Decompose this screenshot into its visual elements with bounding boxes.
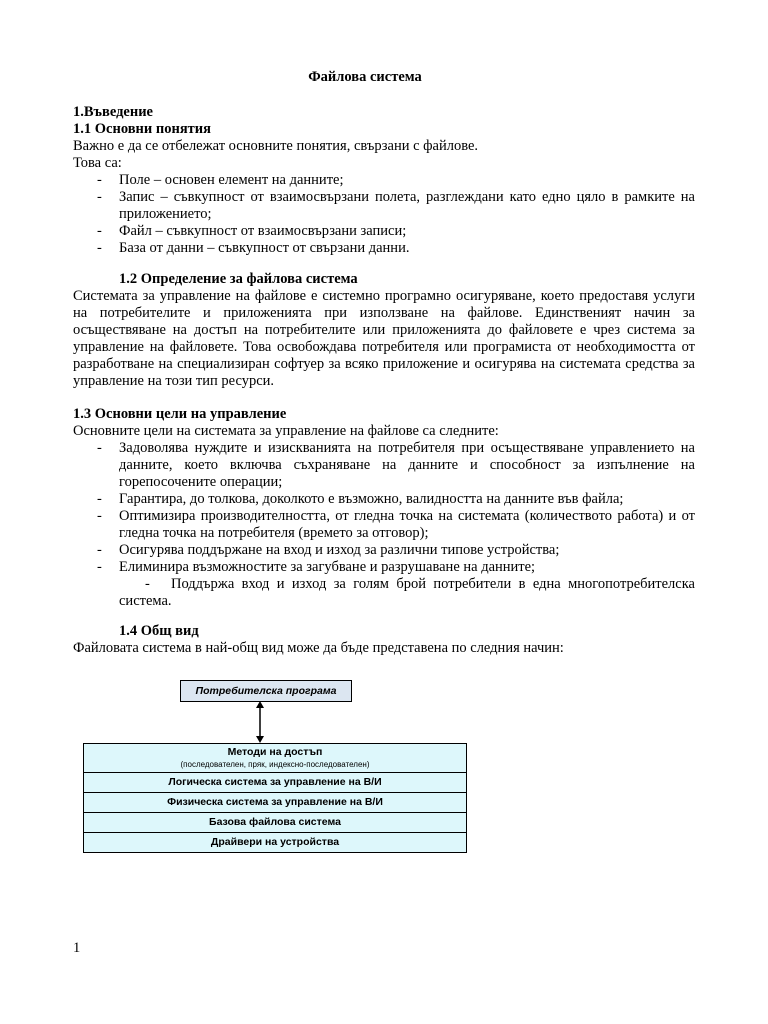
section-1-4 [73,623,695,657]
section-1-2-heading: 1.2 Определение за файлова система [119,271,358,287]
list-item: - Задоволява нуждите и изискванията на потребителя при осъществяване управлението на данните, което включва съхраняване на данните и способност за изпълнение на горепосочените операции; [73,440,695,491]
page-number: 1 [73,940,81,956]
section-1-2-text: Системата за управление на файлове е системно програмно осигуряване, което предоставя услуги на потребителите и приложенията при използване на файлове. Единственият начин за осъществяване на достъп на потребителите или приложенията до файловете е чрез система за управление на файловете. Това освобождава потребителя или програмиста от необходимостта от разработване на специализиран софтуер за всяко приложение и осигурява на системата средства за управление на този тип ресурси. [73,288,695,389]
sub-list-item-text: Поддържа вход и изход за голям брой потребители в една многопотребителска система. [119,576,695,609]
access-methods-sublabel: (последователен, пряк, индексно-последователен) [180,760,370,769]
basic-fs-box: Базова файлова система [83,812,467,833]
section-1-3 [73,406,695,610]
document-title: Файлова система [308,69,422,85]
access-methods-box [83,743,467,773]
section-1-1-lead: Това са: [73,155,122,171]
section-1-1-intro: Важно е да се отбележат основните понятия, свързани с файлове. [73,138,479,154]
goals-list [73,440,695,576]
access-methods-label: Методи на достъп [227,746,323,758]
list-item: - База от данни – съвкупност от свързани данни. [73,240,695,257]
section-1-4-heading: 1.4 Общ вид [119,623,199,639]
device-drivers-box: Драйвери на устройства [83,832,467,853]
list-item: - Запис – съвкупност от взаимосвързани полета, разглеждани като едно цяло в рамките на приложението; [73,189,695,223]
section-1-4-text: Файловата система в най-общ вид може да бъде представена по следния начин: [73,640,564,656]
list-item: - Файл – съвкупност от взаимосвързани записи; [73,223,695,240]
section-1-heading: 1.Въведение [73,104,153,120]
list-item: - Оптимизира производителността, от гледна точка на системата (количеството работа) и от гледна точка на потребителя (времето за отговор); [73,508,695,542]
bidirectional-arrow-icon [250,700,270,744]
sub-list-item [73,576,695,610]
section-1-3-intro: Основните цели на системата за управление на файлове са следните: [73,423,499,439]
section-1-intro [73,104,695,257]
concepts-list [73,172,695,257]
sub-list-dash: - [145,576,150,592]
list-item: - Елиминира възможностите за загубване и разрушаване на данните; [73,559,695,576]
physical-io-box: Физическа система за управление на В/И [83,792,467,813]
list-item: - Гарантира, до толкова, доколкото е възможно, валидността на данните във файла; [73,491,695,508]
list-item: - Поле – основен елемент на данните; [73,172,695,189]
section-1-3-heading: 1.3 Основни цели на управление [73,406,287,422]
list-item: - Осигурява поддържане на вход и изход за различни типове устройства; [73,542,695,559]
section-1-1-heading: 1.1 Основни понятия [73,121,211,137]
user-program-box: Потребителска програма [180,680,352,702]
logical-io-box: Логическа система за управление на В/И [83,772,467,793]
section-1-2 [73,271,695,390]
